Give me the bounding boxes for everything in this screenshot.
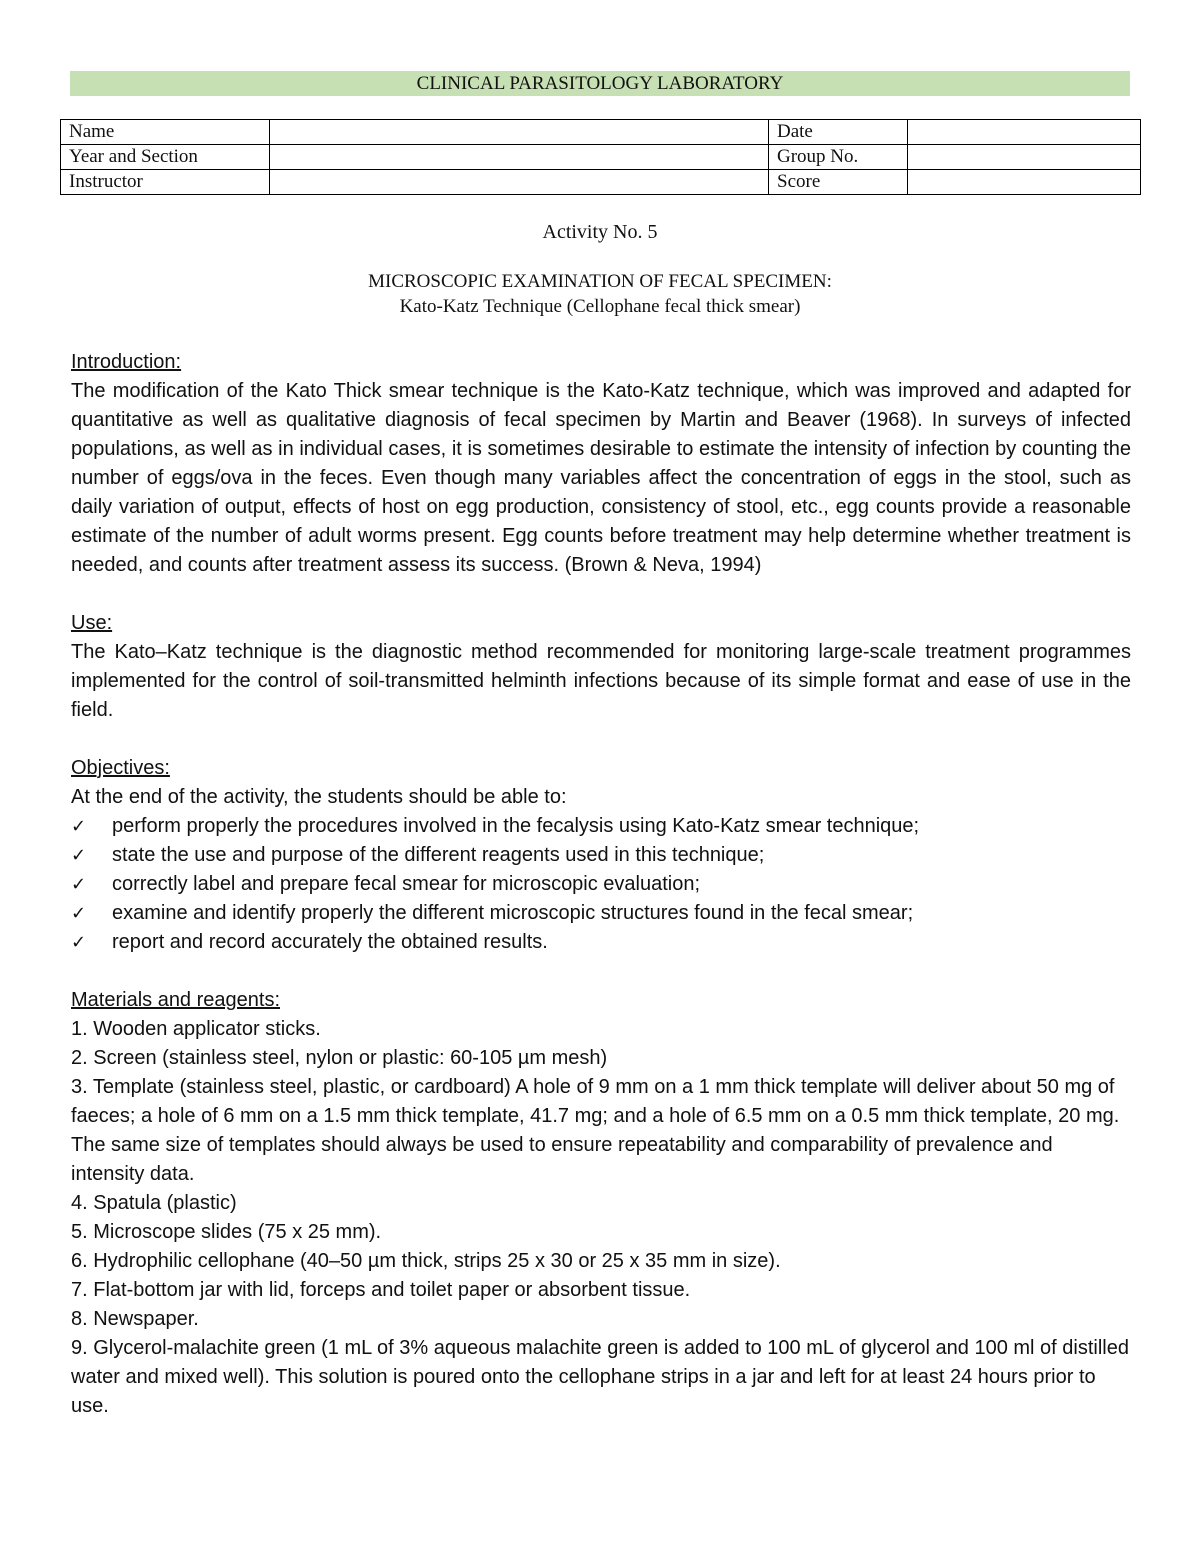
table-row bbox=[61, 145, 1141, 170]
introduction-text: The modification of the Kato Thick smear technique is the Kato-Katz technique, which was improved and adapted for quantitative as well as qualitative diagnosis of fecal specimen by Martin and Beaver (1968). In surveys of infected populations, as well as in individual cases, it is sometimes desirable to estimate the intensity of infection by counting the number of eggs/ova in the feces. Even though many variables affect the concentration of eggs in the stool, such as daily variation of output, effects of host on egg production, consistency of stool, etc., egg counts provide a reasonable estimate of the number of adult worms present. Egg counts before treatment may help determine whether treatment is needed, and counts after treatment assess its success. (Brown & Neva, 1994) bbox=[71, 380, 1131, 576]
name-field[interactable] bbox=[270, 120, 769, 145]
student-info-table bbox=[60, 119, 1141, 195]
group-no-label: Group No. bbox=[769, 145, 908, 170]
name-label: Name bbox=[61, 120, 270, 145]
score-label: Score bbox=[769, 170, 908, 195]
date-label: Date bbox=[769, 120, 908, 145]
score-field[interactable] bbox=[908, 170, 1141, 195]
list-item: 7. Flat-bottom jar with lid, forceps and toilet paper or absorbent tissue. bbox=[71, 1279, 691, 1301]
introduction-heading: Introduction: bbox=[71, 351, 182, 373]
check-icon: ✓ bbox=[71, 874, 87, 895]
lab-header-band bbox=[70, 71, 1130, 96]
lab-title: CLINICAL PARASITOLOGY LABORATORY bbox=[416, 73, 784, 94]
materials-heading: Materials and reagents: bbox=[71, 989, 281, 1011]
list-item bbox=[71, 812, 1131, 841]
table-row bbox=[61, 120, 1141, 145]
list-item bbox=[71, 870, 1131, 899]
use-text: The Kato–Katz technique is the diagnostic method recommended for monitoring large-scale treatment programmes implemented for the control of soil-transmitted helminth infections because of its simple format and ease of use in the field. bbox=[71, 641, 1131, 721]
check-icon: ✓ bbox=[71, 845, 87, 866]
use-heading: Use: bbox=[71, 612, 113, 634]
list-item bbox=[71, 899, 1131, 928]
materials-list bbox=[71, 1015, 1131, 1421]
list-item: 2. Screen (stainless steel, nylon or plastic: 60-105 µm mesh) bbox=[71, 1047, 608, 1069]
objectives-intro: At the end of the activity, the students should be able to: bbox=[71, 786, 567, 808]
objective-text: state the use and purpose of the different reagents used in this technique; bbox=[112, 844, 765, 866]
list-item: 3. Template (stainless steel, plastic, or cardboard) A hole of 9 mm on a 1 mm thick template will deliver about 50 mg of faeces; a hole of 6 mm on a 1.5 mm thick template, 41.7 mg; and a hole of 6.5 mm on a 0.5 mm thick template, 20 mg. The same size of templates should always be used to ensure repeatability and comparability of prevalence and intensity data. bbox=[71, 1076, 1120, 1185]
year-section-field[interactable] bbox=[270, 145, 769, 170]
table-row bbox=[61, 170, 1141, 195]
instructor-field[interactable] bbox=[270, 170, 769, 195]
instructor-label: Instructor bbox=[61, 170, 270, 195]
objective-text: correctly label and prepare fecal smear for microscopic evaluation; bbox=[112, 873, 701, 895]
check-icon: ✓ bbox=[71, 903, 87, 924]
year-section-label: Year and Section bbox=[61, 145, 270, 170]
check-icon: ✓ bbox=[71, 932, 87, 953]
list-item: 9. Glycerol-malachite green (1 mL of 3% aqueous malachite green is added to 100 mL of glycerol and 100 ml of distilled water and mixed well). This solution is poured onto the cellophane strips in a jar and left for at least 24 hours prior to use. bbox=[71, 1337, 1129, 1417]
list-item bbox=[71, 928, 1131, 957]
activity-title: MICROSCOPIC EXAMINATION OF FECAL SPECIMEN: bbox=[368, 271, 832, 292]
group-no-field[interactable] bbox=[908, 145, 1141, 170]
objective-text: examine and identify properly the different microscopic structures found in the fecal smear; bbox=[112, 902, 914, 924]
list-item: 6. Hydrophilic cellophane (40–50 µm thick, strips 25 x 30 or 25 x 35 mm in size). bbox=[71, 1250, 781, 1272]
check-icon: ✓ bbox=[71, 816, 87, 837]
date-field[interactable] bbox=[908, 120, 1141, 145]
activity-subtitle: Kato-Katz Technique (Cellophane fecal thick smear) bbox=[399, 296, 801, 317]
list-item: 5. Microscope slides (75 x 25 mm). bbox=[71, 1221, 382, 1243]
objective-text: perform properly the procedures involved in the fecalysis using Kato-Katz smear technique; bbox=[112, 815, 920, 837]
list-item: 1. Wooden applicator sticks. bbox=[71, 1018, 321, 1040]
list-item: 8. Newspaper. bbox=[71, 1308, 199, 1330]
list-item bbox=[71, 841, 1131, 870]
list-item: 4. Spatula (plastic) bbox=[71, 1192, 237, 1214]
activity-number: Activity No. 5 bbox=[542, 221, 658, 243]
objective-text: report and record accurately the obtained results. bbox=[112, 931, 548, 953]
activity-content bbox=[71, 348, 1131, 1421]
objectives-list bbox=[71, 812, 1131, 957]
objectives-heading: Objectives: bbox=[71, 757, 170, 779]
